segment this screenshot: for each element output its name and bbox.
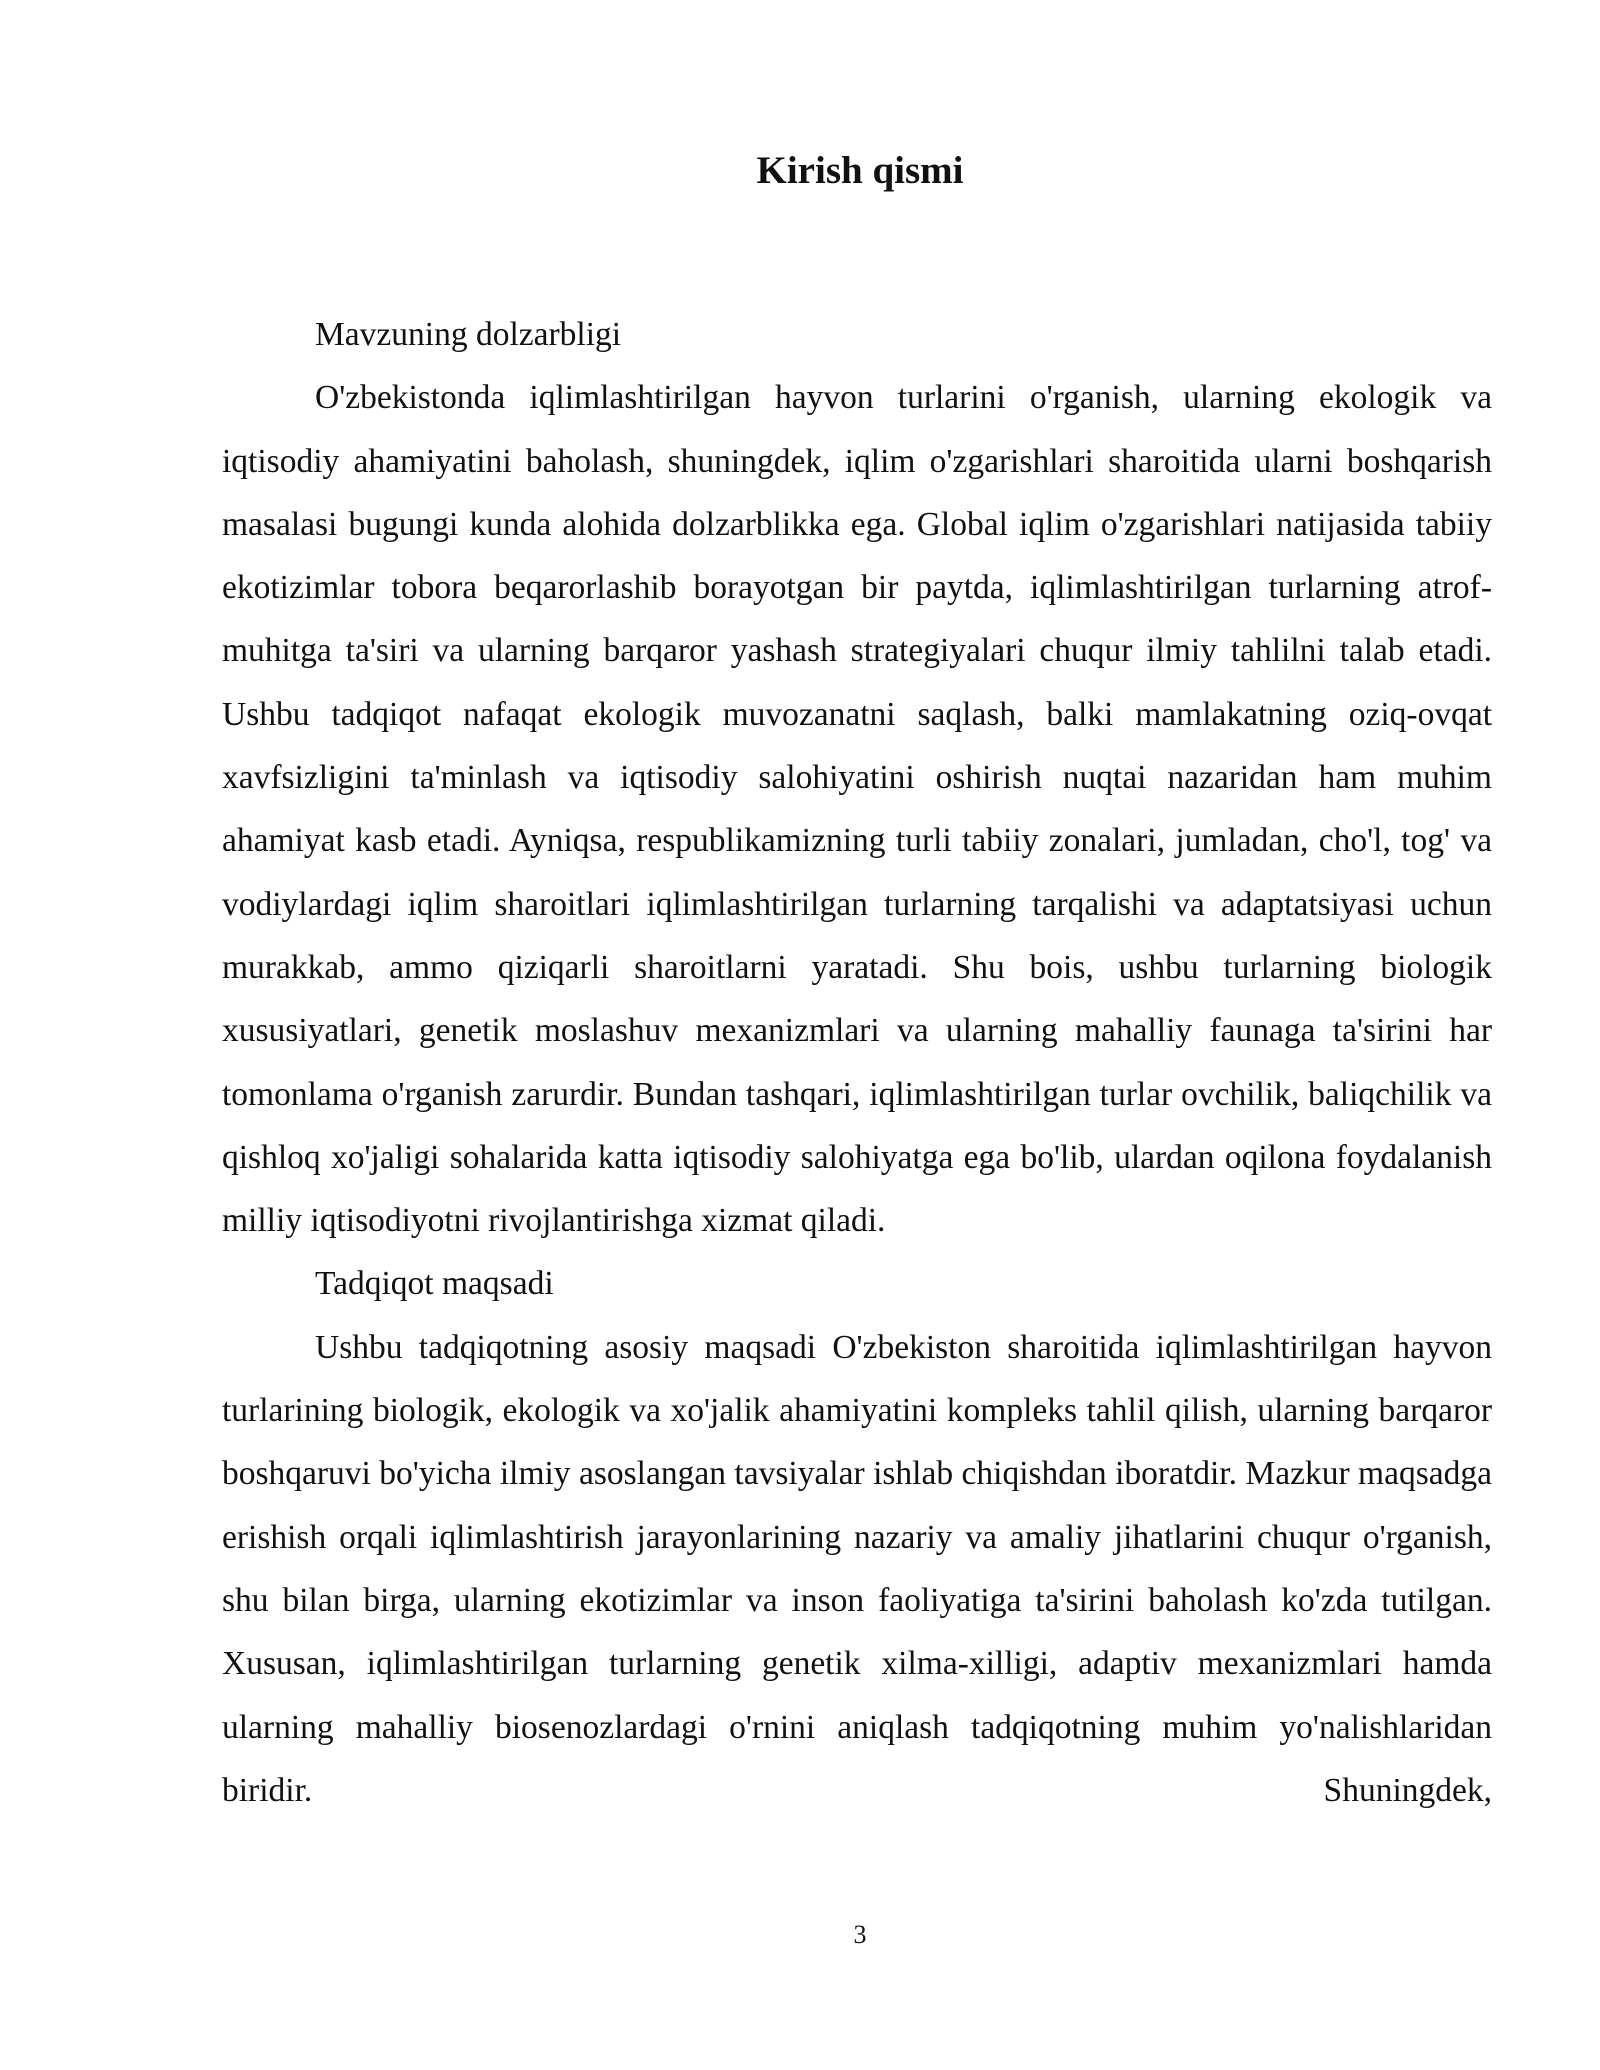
section-heading-goal: Tadqiqot maqsadi — [315, 1265, 554, 1303]
page-title: Kirish qismi — [756, 149, 964, 192]
body-text — [222, 303, 1492, 1822]
page-number: 3 — [853, 1920, 867, 1949]
paragraph-relevance: O'zbekistonda iqlimlashtirilgan hayvon turlarini o'rganish, ularning ekologik va iqtisodiy ahamiyatini baholash, shuningdek, iqlim o'zgarishlari sharoitida ularni boshqarish masalasi bugungi kunda alohida dolzarblikka ega. Global iqlim o'zgarishlari natijasida tabiiy ekotizimlar tobora beqarorlashib borayotgan bir paytda, iqlimlashtirilgan turlarning atrof-muhitga ta'siri va ularning barqaror yashash strategiyalari chuqur ilmiy tahlilni talab etadi. Ushbu tadqiqot nafaqat ekologik muvozanatni saqlash, balki mamlakatning oziq-ovqat xavfsizligini ta'minlash va iqtisodiy salohiyatini oshirish nuqtai nazaridan ham muhim ahamiyat kasb etadi. Ayniqsa, respublikamizning turli tabiiy zonalari, jumladan, cho'l, tog' va vodiylardagi iqlim sharoitlari iqlimlashtirilgan turlarning tarqalishi va adaptatsiyasi uchun murakkab, ammo qiziqarli sharoitlarni yaratadi. Shu bois, ushbu turlarning biologik xususiyatlari, genetik moslashuv mexanizmlari va ularning mahalliy faunaga ta'sirini har tomonlama o'rganish zarurdir. Bundan tashqari, iqlimlashtirilgan turlar ovchilik, baliqchilik va qishloq xo'jaligi sohalarida katta iqtisodiy salohiyatga ega bo'lib, ulardan oqilona foydalanish milliy iqtisodiyotni rivojlantirishga xizmat qiladi. — [222, 379, 1492, 1240]
section-heading-relevance: Mavzuning dolzarbligi — [315, 316, 622, 353]
paragraph-goal: Ushbu tadqiqotning asosiy maqsadi O'zbekiston sharoitida iqlimlashtirilgan hayvon turlarining biologik, ekologik va xo'jalik ahamiyatini kompleks tahlil qilish, ularning barqaror boshqaruvi bo'yicha ilmiy asoslangan tavsiyalar ishlab chiqishdan iboratdir. Mazkur maqsadga erishish orqali iqlimlashtirish jarayonlarining nazariy va amaliy jihatlarini chuqur o'rganish, shu bilan birga, ularning ekotizimlar va inson faoliyatiga ta'sirini baholash ko'zda tutilgan. Xususan, iqlimlashtirilgan turlarning genetik xilma-xilligi, adaptiv mexanizmlari hamda ularning mahalliy biosenozlardagi o'rnini aniqlash tadqiqotning muhim yo'nalishlaridan biridir. Shuningdek, — [222, 1328, 1492, 1809]
